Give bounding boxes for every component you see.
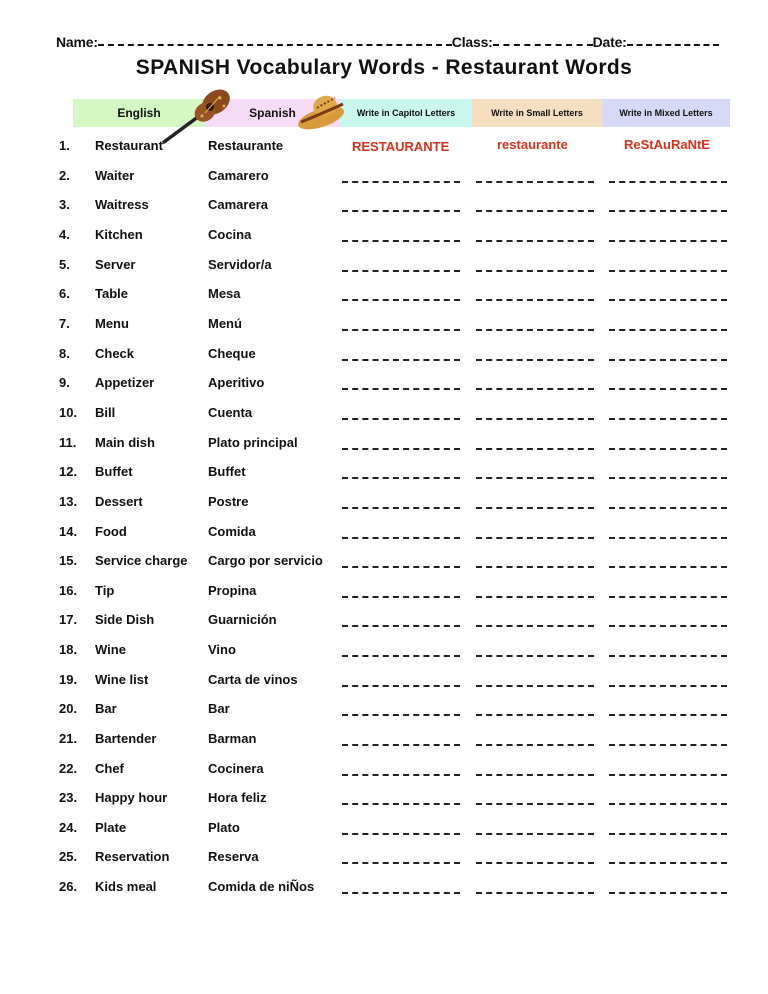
- class-label: Class:: [451, 34, 493, 50]
- vocab-row: [0, 696, 768, 722]
- mixed-blank[interactable]: [609, 566, 727, 568]
- row-number: 17.: [59, 612, 78, 627]
- row-number: 11.: [59, 435, 77, 450]
- spanish-word: Camarera: [208, 197, 268, 212]
- spanish-word: Servidor/a: [208, 257, 272, 272]
- capital-blank[interactable]: [342, 774, 460, 776]
- small-blank[interactable]: [476, 596, 594, 598]
- mixed-blank[interactable]: [609, 329, 727, 331]
- capital-blank[interactable]: [342, 596, 460, 598]
- spanish-word: Menú: [208, 316, 242, 331]
- row-number: 15.: [59, 553, 78, 568]
- english-word: Wine list: [95, 672, 149, 687]
- spanish-word: Mesa: [208, 286, 241, 301]
- small-blank[interactable]: [476, 270, 594, 272]
- spanish-word: Carta de vinos: [208, 672, 298, 687]
- name-blank[interactable]: [98, 44, 452, 46]
- mixed-blank[interactable]: [609, 625, 727, 627]
- small-blank[interactable]: [476, 418, 594, 420]
- column-header-english: English: [73, 99, 205, 127]
- small-blank[interactable]: [476, 714, 594, 716]
- english-word: Wine: [95, 642, 126, 657]
- small-blank[interactable]: [476, 329, 594, 331]
- vocab-row: [0, 311, 768, 337]
- example-capital: RESTAURANTE: [352, 139, 450, 154]
- spanish-word: Propina: [208, 583, 257, 598]
- vocab-row: [0, 874, 768, 900]
- capital-blank[interactable]: [342, 181, 460, 183]
- row-number: 18.: [59, 642, 78, 657]
- english-word: Plate: [95, 820, 127, 835]
- capital-blank[interactable]: [342, 507, 460, 509]
- mixed-blank[interactable]: [609, 803, 727, 805]
- capital-blank[interactable]: [342, 714, 460, 716]
- mixed-blank[interactable]: [609, 596, 727, 598]
- small-blank[interactable]: [476, 803, 594, 805]
- capital-blank[interactable]: [342, 329, 460, 331]
- capital-blank[interactable]: [342, 388, 460, 390]
- row-number: 12.: [59, 464, 78, 479]
- capital-blank[interactable]: [342, 240, 460, 242]
- capital-blank[interactable]: [342, 477, 460, 479]
- row-number: 7.: [59, 316, 70, 331]
- spanish-word: Cuenta: [208, 405, 253, 420]
- small-blank[interactable]: [476, 210, 594, 212]
- small-blank[interactable]: [476, 566, 594, 568]
- mixed-blank[interactable]: [609, 418, 727, 420]
- column-header-capital: Write in Capitol Letters: [340, 99, 472, 127]
- row-number: 26.: [59, 879, 78, 894]
- capital-blank[interactable]: [342, 685, 460, 687]
- example-mixed: ReStAuRaNtE: [624, 137, 710, 152]
- date-label: Date:: [592, 34, 627, 50]
- spanish-word: Camarero: [208, 168, 269, 183]
- english-word: Reservation: [95, 849, 170, 864]
- column-header-spanish: Spanish: [205, 99, 340, 127]
- spanish-word: Plato: [208, 820, 240, 835]
- vocab-row: [0, 548, 768, 574]
- row-number: 16.: [59, 583, 78, 598]
- column-header-small: Write in Small Letters: [472, 99, 602, 127]
- spanish-word: Buffet: [208, 464, 246, 479]
- capital-blank[interactable]: [342, 862, 460, 864]
- mixed-blank[interactable]: [609, 744, 727, 746]
- vocab-row: [0, 252, 768, 278]
- small-blank[interactable]: [476, 625, 594, 627]
- small-blank[interactable]: [476, 655, 594, 657]
- mixed-blank[interactable]: [609, 862, 727, 864]
- mixed-blank[interactable]: [609, 685, 727, 687]
- row-number: 20.: [59, 701, 78, 716]
- small-blank[interactable]: [476, 299, 594, 301]
- mixed-blank[interactable]: [609, 507, 727, 509]
- row-number: 22.: [59, 761, 78, 776]
- vocab-row: [0, 281, 768, 307]
- english-word: Bartender: [95, 731, 157, 746]
- vocab-row: [0, 726, 768, 752]
- small-blank[interactable]: [476, 388, 594, 390]
- small-blank[interactable]: [476, 744, 594, 746]
- capital-blank[interactable]: [342, 744, 460, 746]
- mixed-blank[interactable]: [609, 210, 727, 212]
- spanish-word: Bar: [208, 701, 230, 716]
- spanish-word: Postre: [208, 494, 249, 509]
- spanish-word: Barman: [208, 731, 257, 746]
- row-number: 8.: [59, 346, 70, 361]
- mixed-blank[interactable]: [609, 388, 727, 390]
- row-number: 24.: [59, 820, 78, 835]
- capital-blank[interactable]: [342, 270, 460, 272]
- mixed-blank[interactable]: [609, 181, 727, 183]
- spanish-word: Comida: [208, 524, 256, 539]
- capital-blank[interactable]: [342, 418, 460, 420]
- english-word: Bill: [95, 405, 116, 420]
- english-word: Main dish: [95, 435, 155, 450]
- mixed-blank[interactable]: [609, 714, 727, 716]
- english-word: Kitchen: [95, 227, 143, 242]
- capital-blank[interactable]: [342, 625, 460, 627]
- mixed-blank[interactable]: [609, 833, 727, 835]
- mixed-blank[interactable]: [609, 270, 727, 272]
- row-number: 10.: [59, 405, 78, 420]
- vocab-row: [0, 756, 768, 782]
- spanish-word: Reserva: [208, 849, 259, 864]
- vocab-row: [0, 637, 768, 663]
- english-word: Bar: [95, 701, 117, 716]
- small-blank[interactable]: [476, 448, 594, 450]
- spanish-word: Cargo por servicio: [208, 553, 323, 568]
- spanish-word: Cheque: [208, 346, 256, 361]
- english-word: Food: [95, 524, 127, 539]
- vocab-row: [0, 607, 768, 633]
- english-word: Table: [95, 286, 128, 301]
- vocab-row: [0, 844, 768, 870]
- small-blank[interactable]: [476, 507, 594, 509]
- english-word: Dessert: [95, 494, 143, 509]
- small-blank[interactable]: [476, 774, 594, 776]
- capital-blank[interactable]: [342, 537, 460, 539]
- capital-blank[interactable]: [342, 359, 460, 361]
- spanish-word: Restaurante: [208, 138, 284, 153]
- row-number: 21.: [59, 731, 78, 746]
- vocab-row: [0, 430, 768, 456]
- student-info-line: [56, 30, 728, 50]
- vocab-row: [0, 815, 768, 841]
- example-small: restaurante: [497, 137, 568, 152]
- english-word: Waiter: [95, 168, 135, 183]
- mixed-blank[interactable]: [609, 892, 727, 894]
- vocab-row: [0, 163, 768, 189]
- spanish-word: Guarnición: [208, 612, 277, 627]
- row-number: 13.: [59, 494, 78, 509]
- english-word: Kids meal: [95, 879, 157, 894]
- vocab-row: [0, 667, 768, 693]
- english-word: Server: [95, 257, 136, 272]
- capital-blank[interactable]: [342, 655, 460, 657]
- english-word: Service charge: [95, 553, 188, 568]
- row-number: 1.: [59, 138, 70, 153]
- vocab-row: [0, 222, 768, 248]
- english-word: Chef: [95, 761, 124, 776]
- capital-blank[interactable]: [342, 803, 460, 805]
- mixed-blank[interactable]: [609, 240, 727, 242]
- row-number: 9.: [59, 375, 70, 390]
- vocab-row: [0, 519, 768, 545]
- small-blank[interactable]: [476, 537, 594, 539]
- english-word: Tip: [95, 583, 115, 598]
- column-header-mixed: Write in Mixed Letters: [602, 99, 730, 127]
- row-number: 25.: [59, 849, 78, 864]
- row-number: 19.: [59, 672, 78, 687]
- vocab-row: [0, 785, 768, 811]
- row-number: 23.: [59, 790, 78, 805]
- mixed-blank[interactable]: [609, 537, 727, 539]
- spanish-word: Plato principal: [208, 435, 298, 450]
- capital-blank[interactable]: [342, 299, 460, 301]
- spanish-word: Vino: [208, 642, 236, 657]
- small-blank[interactable]: [476, 359, 594, 361]
- small-blank[interactable]: [476, 685, 594, 687]
- vocab-row: [0, 459, 768, 485]
- english-word: Buffet: [95, 464, 133, 479]
- row-number: 4.: [59, 227, 70, 242]
- capital-blank[interactable]: [342, 210, 460, 212]
- date-blank[interactable]: [627, 44, 719, 46]
- vocab-row: [0, 578, 768, 604]
- spanish-word: Cocinera: [208, 761, 264, 776]
- english-word: Side Dish: [95, 612, 155, 627]
- small-blank[interactable]: [476, 181, 594, 183]
- row-number: 5.: [59, 257, 70, 272]
- english-word: Restaurant: [95, 138, 163, 153]
- english-word: Check: [95, 346, 135, 361]
- mixed-blank[interactable]: [609, 448, 727, 450]
- vocab-row: [0, 133, 768, 159]
- sombrero-icon: [295, 90, 351, 130]
- mixed-blank[interactable]: [609, 477, 727, 479]
- small-blank[interactable]: [476, 892, 594, 894]
- small-blank[interactable]: [476, 477, 594, 479]
- english-word: Appetizer: [95, 375, 155, 390]
- vocab-row: [0, 192, 768, 218]
- row-number: 2.: [59, 168, 70, 183]
- name-label: Name:: [56, 34, 98, 50]
- spanish-word: Cocina: [208, 227, 252, 242]
- spanish-word: Hora feliz: [208, 790, 267, 805]
- vocab-row: [0, 341, 768, 367]
- small-blank[interactable]: [476, 833, 594, 835]
- row-number: 14.: [59, 524, 78, 539]
- row-number: 3.: [59, 197, 70, 212]
- class-blank[interactable]: [493, 44, 593, 46]
- english-word: Menu: [95, 316, 129, 331]
- capital-blank[interactable]: [342, 833, 460, 835]
- capital-blank[interactable]: [342, 448, 460, 450]
- spanish-word: Aperitivo: [208, 375, 265, 390]
- english-word: Happy hour: [95, 790, 168, 805]
- small-blank[interactable]: [476, 862, 594, 864]
- mixed-blank[interactable]: [609, 655, 727, 657]
- capital-blank[interactable]: [342, 892, 460, 894]
- page-title: SPANISH Vocabulary Words - Restaurant Words: [135, 56, 633, 79]
- row-number: 6.: [59, 286, 70, 301]
- english-word: Waitress: [95, 197, 149, 212]
- small-blank[interactable]: [476, 240, 594, 242]
- mixed-blank[interactable]: [609, 774, 727, 776]
- spanish-word: Comida de niÑos: [208, 879, 315, 894]
- vocab-row: [0, 489, 768, 515]
- mixed-blank[interactable]: [609, 299, 727, 301]
- vocab-row: [0, 400, 768, 426]
- capital-blank[interactable]: [342, 566, 460, 568]
- mixed-blank[interactable]: [609, 359, 727, 361]
- vocab-row: [0, 370, 768, 396]
